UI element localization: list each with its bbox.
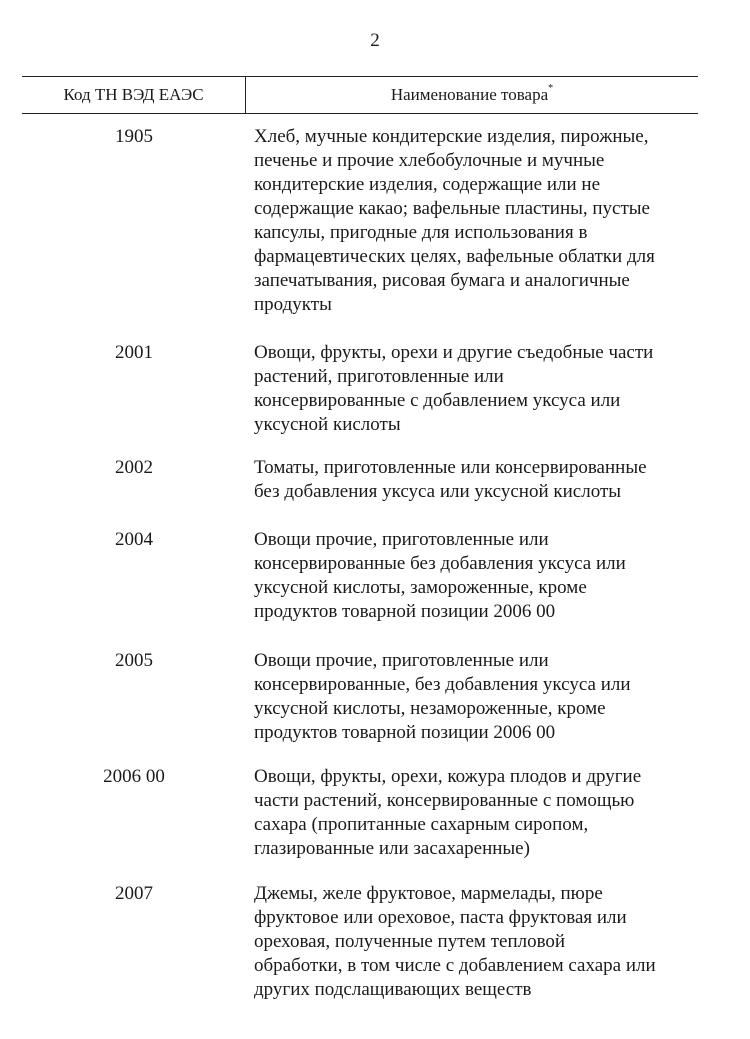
description-line: глазированные или засахаренные) — [254, 838, 530, 859]
row-description — [254, 456, 704, 504]
description-line: продуктов товарной позиции 2006 00 — [254, 722, 556, 743]
table-row — [22, 125, 698, 315]
description-line: печенье и прочие хлебобулочные и мучные — [254, 150, 605, 171]
description-line: сахара (пропитанные сахарным сиропом, — [254, 814, 589, 835]
description-line: капсулы, пригодные для использования в — [254, 222, 588, 243]
row-description — [254, 341, 704, 437]
row-code: 2007 — [115, 883, 153, 904]
description-line: Хлеб, мучные кондитерские изделия, пирожные, — [254, 126, 649, 147]
description-line: консервированные, без добавления уксуса или — [254, 674, 631, 695]
table-row — [22, 765, 698, 859]
row-description — [254, 649, 704, 745]
description-line: Овощи прочие, приготовленные или — [254, 650, 549, 671]
description-line: фруктовое или ореховое, паста фруктовая или — [254, 907, 627, 928]
row-description — [254, 765, 704, 861]
header-name — [246, 77, 698, 113]
row-code: 2004 — [115, 529, 153, 550]
header-name-label: Наименование товара — [390, 85, 549, 104]
description-line: других подслащивающих веществ — [254, 979, 532, 1000]
table-row — [22, 456, 698, 502]
description-line: продукты — [254, 294, 332, 315]
description-line: Овощи, фрукты, орехи, кожура плодов и другие — [254, 766, 642, 787]
description-line: ореховая, полученные путем тепловой — [254, 931, 566, 952]
page-number: 2 — [370, 30, 380, 51]
description-line: растений, приготовленные или — [254, 366, 504, 387]
row-description — [254, 528, 704, 624]
description-line: уксусной кислоты, незамороженные, кроме — [254, 698, 606, 719]
table-row — [22, 528, 698, 622]
table-row — [22, 882, 698, 1000]
table-header — [22, 76, 698, 114]
row-code: 2006 00 — [103, 766, 165, 787]
header-code — [22, 77, 246, 113]
row-code: 2002 — [115, 457, 153, 478]
description-line: содержащие какао; вафельные пластины, пустые — [254, 198, 650, 219]
description-line: фармацевтических целях, вафельные облатки для — [254, 246, 655, 267]
description-line: кондитерские изделия, содержащие или не — [254, 174, 601, 195]
row-code: 2005 — [115, 650, 153, 671]
table-row — [22, 649, 698, 743]
description-line: Томаты, приготовленные или консервированные — [254, 457, 647, 478]
description-line: консервированные без добавления уксуса или — [254, 553, 626, 574]
description-line: без добавления уксуса или уксусной кислоты — [254, 481, 622, 502]
description-line: Овощи, фрукты, орехи и другие съедобные части — [254, 342, 654, 363]
row-description — [254, 882, 704, 1002]
description-line: части растений, консервированные с помощью — [254, 790, 635, 811]
description-line: уксусной кислоты, замороженные, кроме — [254, 577, 587, 598]
row-code: 2001 — [115, 342, 153, 363]
table-row — [22, 341, 698, 435]
description-line: Овощи прочие, приготовленные или — [254, 529, 549, 550]
description-line: обработки, в том числе с добавлением сахара или — [254, 955, 656, 976]
description-line: уксусной кислоты — [254, 414, 401, 435]
header-code-label: Код ТН ВЭД ЕАЭС — [63, 85, 204, 104]
description-line: запечатывания, рисовая бумага и аналогичные — [254, 270, 630, 291]
goods-table — [22, 76, 698, 1000]
description-line: Джемы, желе фруктовое, мармелады, пюре — [254, 883, 603, 904]
row-code: 1905 — [115, 126, 153, 147]
row-description — [254, 125, 704, 317]
description-line: консервированные с добавлением уксуса или — [254, 390, 621, 411]
header-footnote-mark: * — [548, 83, 554, 94]
description-line: продуктов товарной позиции 2006 00 — [254, 601, 556, 622]
